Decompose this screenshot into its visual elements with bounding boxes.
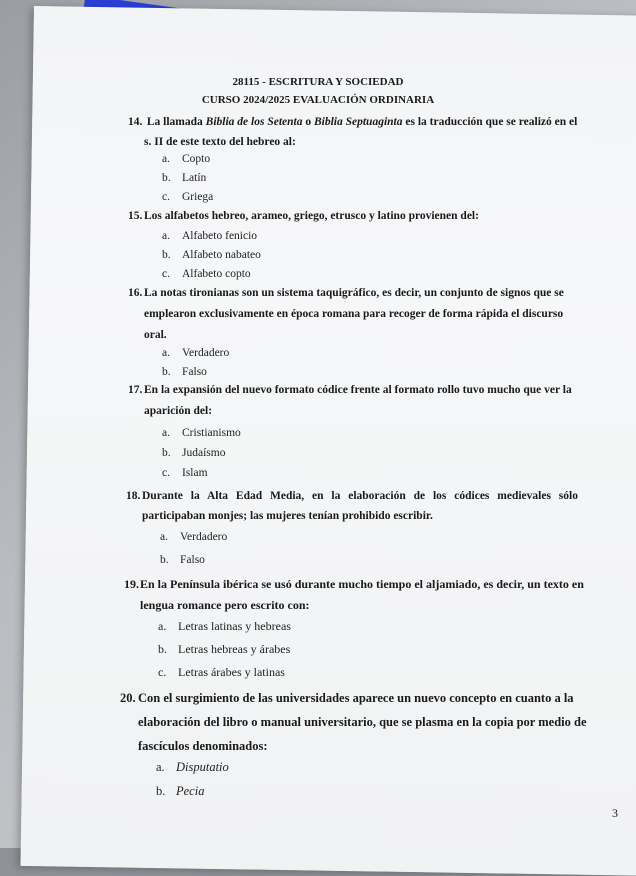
exam-page: [20, 6, 636, 876]
question-20-line3: fascículos denominados:: [138, 739, 268, 753]
italic-title: Biblia de los Setenta: [205, 116, 303, 128]
option-15c[interactable]: c. Alfabeto copto: [162, 268, 251, 280]
question-number: 20.: [120, 691, 136, 705]
question-number: 16.: [128, 287, 143, 299]
question-18: 18. Durante la Alta Edad Media, en la elaboración de los códices medievales sólo: [126, 486, 578, 507]
question-16: 16. La notas tironianas son un sistema taquigráfico, es decir, un conjunto de signos que se: [128, 283, 564, 304]
question-17: 17. En la expansión del nuevo formato códice frente al formato rollo tuvo mucho que ver la: [128, 380, 572, 401]
question-15: 15. Los alfabetos hebreo, arameo, griego, etrusco y latino provienen del:: [128, 206, 479, 227]
option-16b[interactable]: b. Falso: [162, 366, 207, 378]
question-number: 18.: [126, 490, 141, 502]
option-20a[interactable]: a. Disputatio: [156, 760, 229, 774]
page-number: 3: [612, 806, 618, 820]
option-17c[interactable]: c. Islam: [162, 467, 208, 479]
option-19b[interactable]: b. Letras hebreas y árabes: [158, 642, 291, 656]
option-19a[interactable]: a. Letras latinas y hebreas: [158, 619, 291, 633]
option-15b[interactable]: b. Alfabeto nabateo: [162, 249, 261, 261]
option-18a[interactable]: a. Verdadero: [160, 531, 228, 543]
option-19c[interactable]: c. Letras árabes y latinas: [158, 665, 285, 679]
question-14: 14. La llamada Biblia de los Setenta o Biblia Septuaginta es la traducción que se realizó en el: [128, 112, 577, 133]
option-18b[interactable]: b. Falso: [160, 554, 205, 566]
question-20: 20. Con el surgimiento de las universidades aparece un nuevo concepto en cuanto a la: [120, 686, 574, 710]
option-17a[interactable]: a. Cristianismo: [162, 427, 241, 439]
question-14-line2: s. II de este texto del hebreo al:: [144, 136, 296, 148]
question-19: 19.En la Península ibérica se usó durante mucho tiempo el aljamiado, es decir, un texto en: [124, 574, 584, 595]
option-20b[interactable]: b. Pecia: [156, 784, 205, 798]
question-number: 14.: [128, 116, 143, 128]
course-title: 28115 - ESCRITURA Y SOCIEDAD: [232, 76, 404, 88]
question-number: 19.: [124, 577, 139, 591]
exam-title: CURSO 2024/2025 EVALUACIÓN ORDINARIA: [201, 94, 435, 106]
option-14b[interactable]: b. Latín: [162, 172, 207, 184]
question-17-line2: aparición del:: [144, 405, 213, 417]
question-16-line2: emplearon exclusivamente en época romana para recoger de forma rápida el discurso: [144, 308, 564, 320]
question-20-line2: elaboración del libro o manual universitario, que se plasma en la copia por medio de: [138, 715, 587, 729]
question-19-line2: lengua romance pero escrito con:: [140, 598, 310, 612]
italic-title: Biblia Septuaginta: [313, 116, 403, 128]
question-number: 17.: [128, 384, 143, 396]
option-14a[interactable]: a. Copto: [162, 153, 211, 165]
option-14c[interactable]: c. Griega: [162, 191, 214, 203]
question-number: 15.: [128, 210, 143, 222]
option-16a[interactable]: a. Verdadero: [162, 347, 230, 359]
option-15a[interactable]: a. Alfabeto fenicio: [162, 230, 258, 242]
question-16-line3: oral.: [144, 329, 167, 341]
option-17b[interactable]: b. Judaísmo: [162, 447, 226, 459]
question-18-line2: participaban monjes; las mujeres tenían prohibido escribir.: [142, 510, 433, 522]
